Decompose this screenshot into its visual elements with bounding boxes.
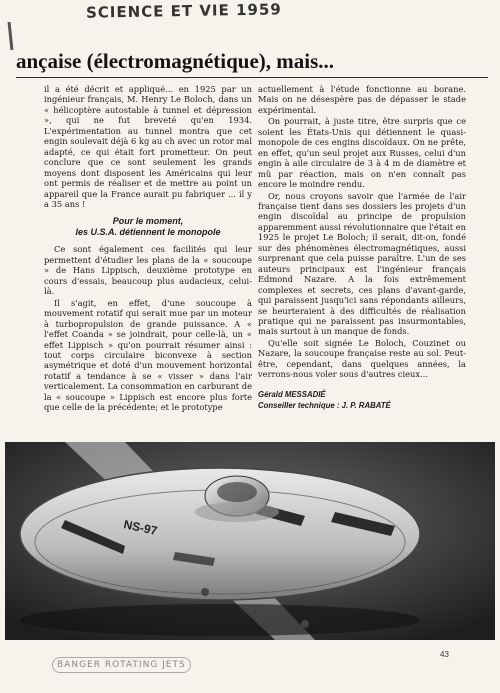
paragraph: Ce sont également ces facilités qui leur permettent d'étudier les plans de la « soucoupe » de Hans Lippisch, deuxième prototype en cours d'essais, beaucoup plus audacieux, celui-là. xyxy=(44,244,252,297)
saucer-model-illustration xyxy=(5,442,495,640)
landing-gear xyxy=(301,620,309,628)
author-signature: Gérald MESSADIÉ xyxy=(258,389,326,399)
paragraph: actuellement à l'étude fonctionne au borane. Mais on ne désespère pas de dépasser le stade expérimental. xyxy=(258,84,466,115)
left-column xyxy=(44,84,252,414)
handwritten-source-note: SCIENCE ET VIE 1959 xyxy=(85,0,282,22)
landing-gear xyxy=(201,588,209,596)
section-subhead xyxy=(44,216,252,238)
headline-rule xyxy=(16,77,488,78)
paragraph: Or, nous croyons savoir que l'armée de l'air française tient dans ses dossiers les projets d'un engin discoïdal au principe de propulsion apparemment aussi révolutionnaire que l'était en 1925 le projet Le Boloch; il serait, dit-on, fondé sur des phénomènes électromagnétiques, aussi surprenant que cela puisse paraître. L'un de ses auteurs principaux est l'ingénieur français Edmond Nazare. A la fois extrêmement complexes et secrets, ces plans d'avant-garde, qui paraissent jusqu'ici sans répondants ailleurs, se heurteraient à des difficultés de réalisation pratique qui ne paraissent pas insurmontables, mais surtout à un manque de fonds. xyxy=(258,190,466,337)
paragraph: il a été décrit et appliqué... en 1925 par un ingénieur français, M. Henry Le Boloch, dans un « hélicoptère autostable à tunnel et dépression », qui ne fut breveté qu'en 1934. L'expérimentation au tunnel montra que cet engin soulevait déjà 6 kg au ch avec un rotor mal adapté, ce qui était fort prometteur. On peut conclure que ce sont seulement les grands moyens dont disposent les Américains qui leur ont permis de réaliser et de mettre au point un appareil que la France aurait pu fabriquer ... il y a 35 ans ! xyxy=(44,84,252,209)
pencil-mark xyxy=(8,22,14,50)
flying-saucer-photo xyxy=(5,442,495,640)
paragraph: On pourrait, à juste titre, être surpris que ce soient les États-Unis qui détiennent le quasi-monopole de ces engins discoïdaux. On ne prête, en effet, qu'un seul projet aux Russes, celui d'un engin à aile circulaire de 3 à 4 m de diamètre et mû par réaction, mais on n'en connaît pas encore le moindre rendu. xyxy=(258,116,466,190)
paragraph: Il s'agit, en effet, d'une soucoupe à mouvement rotatif qui serait mue par un moteur à turbopropulsion de grande puissance. A « l'effet Coanda » se joindrait, pour celle-là, un « effet Lippisch » qu'on pourrait résumer ainsi : tout corps circulaire biconvexe à section asymétrique et doté d'un mouvement horizontal rotatif a tendance à se « visser » dans l'air verticalement. La consommation en carburant de la « soucoupe » Lippisch est encore plus forte que celle de la précédente; et le prototype xyxy=(44,297,252,413)
subhead-line: les U.S.A. détiennent le monopole xyxy=(75,227,221,238)
cockpit-window xyxy=(217,482,257,502)
right-column xyxy=(258,84,466,413)
saucer-marking: NS-97 xyxy=(122,517,159,539)
saucer-shadow xyxy=(20,604,420,636)
technical-consultant: Conseiller technique : J. P. RABATÉ xyxy=(258,401,391,411)
handwritten-caption-note: BANGER ROTATING JETS xyxy=(52,657,191,673)
article-headline: ançaise (électromagnétique), mais... xyxy=(16,49,335,73)
paragraph: Qu'elle soit signée Le Boloch, Couzinet ou Nazare, la soucoupe française reste au sol. Peut-être, cependant, dans quelques années, la verrons-nous voler sous d'autres cieux... xyxy=(258,337,466,380)
subhead-line: Pour le moment, xyxy=(112,216,184,227)
page-number: 43 xyxy=(440,650,449,659)
